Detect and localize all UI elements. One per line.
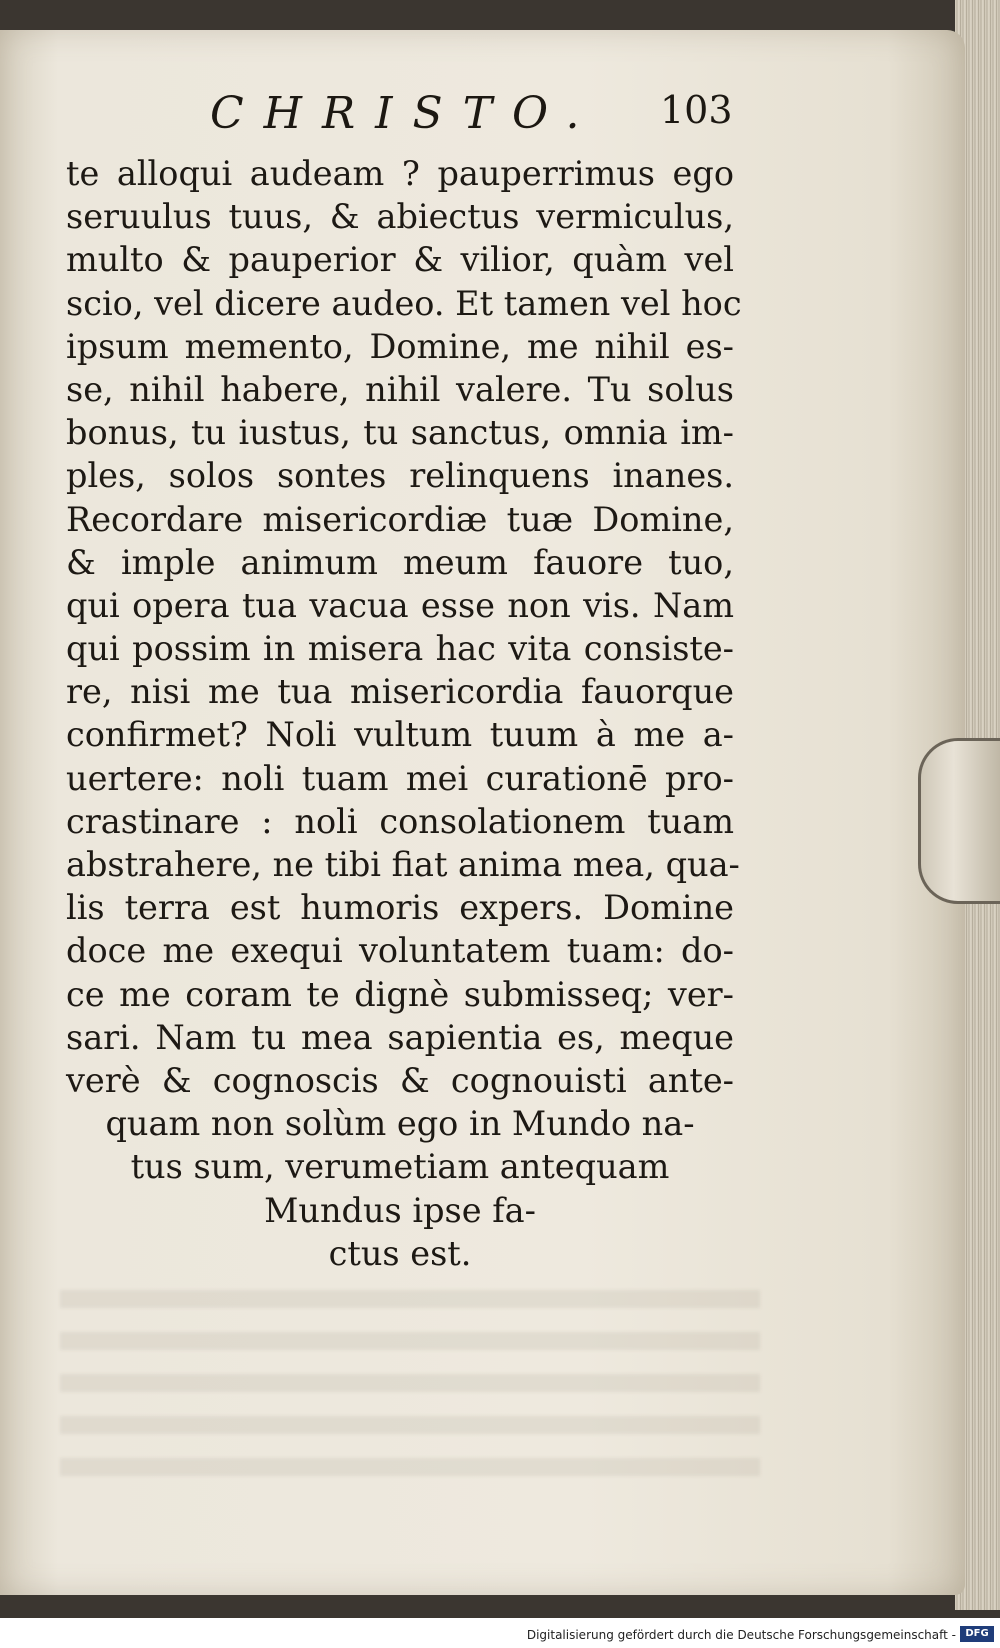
text-line: verè & cognoscis & cognouisti ante- [66,1060,734,1100]
text-line: & imple animum meum fauore tuo, [66,542,734,582]
text-line: Recordare misericordiæ tuæ Domine, [66,499,734,539]
text-line: ctus est. [328,1233,472,1273]
text-line: quam non solùm ego in Mundo na- [105,1104,695,1144]
text-line: seruulus tuus, & abiectus vermiculus, [66,197,734,237]
book-clasp [918,738,1000,904]
page-number: 103 [660,88,733,132]
text-line: uertere: noli tuam mei curationē pro- [66,758,734,798]
text-line: re, nisi me tua misericordia fauorque [66,672,734,712]
text-line: ce me coram te dignè submisseq; ver- [66,974,734,1014]
text-line: confirmet? Noli vultum tuum à me a- [66,715,734,755]
text-line: doce me exequi voluntatem tuam: do- [66,931,734,971]
text-line: qui possim in misera hac vita consiste- [66,629,734,669]
running-title: CHRISTO. [210,88,600,139]
text-line: ples, solos sontes relinquens inanes. [66,456,734,496]
text-line: te alloqui audeam ? pauperrimus ego [66,154,734,193]
text-line: crastinare : noli consolationem tuam [66,801,734,841]
text-line: se, nihil habere, nihil valere. Tu solus [66,369,734,409]
text-line: scio, vel dicere audeo. Et tamen vel hoc [66,283,742,323]
text-line: qui opera tua vacua esse non vis. Nam [66,585,734,625]
body-text [66,152,742,1275]
text-line: bonus, tu iustus, tu sanctus, omnia im- [66,413,734,453]
text-line: Mundus ipse fa- [264,1190,536,1230]
text-line: tus sum, verumetiam antequam [130,1147,670,1187]
bleed-through-text [60,1290,760,1490]
dfg-logo: DFG [960,1626,994,1642]
text-line: lis terra est humoris expers. Domine [66,888,734,928]
digitization-credit: Digitalisierung gefördert durch die Deutsche Forschungsgemeinschaft - [526,1628,956,1642]
text-line: sari. Nam tu mea sapientia es, meque [66,1017,734,1057]
text-line: multo & pauperior & vilior, quàm vel [66,240,734,280]
text-line: abstrahere, ne tibi fiat anima mea, qua- [66,845,740,884]
text-line: ipsum memento, Domine, me nihil es- [66,326,734,366]
